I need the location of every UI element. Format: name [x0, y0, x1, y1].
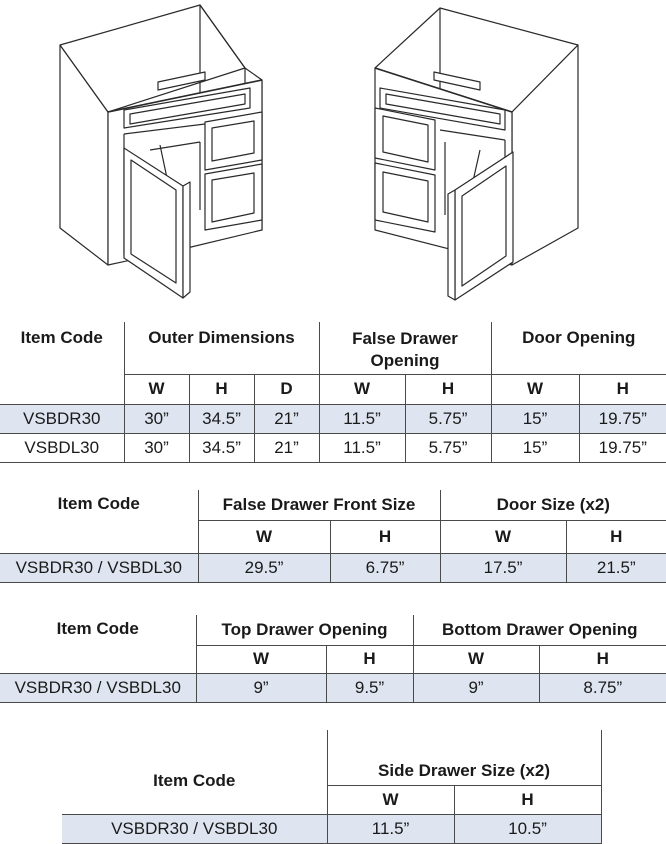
table-cell: 34.5”: [189, 404, 254, 433]
table-cell: 11.5”: [327, 814, 454, 843]
table-cell: 8.75”: [539, 673, 666, 702]
table-cell: 11.5”: [319, 404, 405, 433]
table-row: [0, 404, 666, 433]
table-cell: 17.5”: [440, 553, 566, 582]
subheader-h: H: [454, 785, 601, 814]
subheader-w: W: [198, 520, 330, 553]
table-cell: 9”: [196, 673, 326, 702]
item-code-cell: VSBDR30: [0, 404, 124, 433]
table-cell: 30”: [124, 404, 189, 433]
top-drawer-opening-header: Top Drawer Opening: [196, 615, 413, 645]
table-cell: 15”: [491, 404, 579, 433]
table-row: [0, 673, 666, 702]
item-code-header: Item Code: [57, 494, 140, 513]
cabinet-right-drawers-drawing: [60, 5, 262, 298]
table-cell: 21”: [254, 404, 319, 433]
item-code-header: Item Code: [56, 619, 139, 638]
table-cell: 5.75”: [405, 433, 491, 462]
cabinet-illustrations: [0, 0, 666, 310]
subheader-h: H: [405, 374, 491, 404]
table-cell: 6.75”: [330, 553, 440, 582]
front-door-size-table: [0, 490, 666, 583]
item-code-cell: VSBDL30: [0, 433, 124, 462]
subheader-h: H: [330, 520, 440, 553]
bottom-drawer-opening-header: Bottom Drawer Opening: [413, 615, 666, 645]
table-cell: 19.75”: [579, 433, 666, 462]
subheader-h: H: [189, 374, 254, 404]
table-cell: 5.75”: [405, 404, 491, 433]
door-opening-header: Door Opening: [491, 322, 666, 374]
subheader-h: H: [539, 645, 666, 673]
table-cell: 21.5”: [566, 553, 666, 582]
table-cell: 30”: [124, 433, 189, 462]
subheader-w: W: [196, 645, 326, 673]
table-cell: 34.5”: [189, 433, 254, 462]
item-code-cell: VSBDR30 / VSBDL30: [0, 553, 198, 582]
table-cell: 15”: [491, 433, 579, 462]
table-cell: 10.5”: [454, 814, 601, 843]
table-cell: 9”: [413, 673, 539, 702]
subheader-w: W: [413, 645, 539, 673]
subheader-w: W: [327, 785, 454, 814]
subheader-h: H: [326, 645, 413, 673]
side-drawer-size-table: [62, 730, 602, 844]
outer-dimensions-header: Outer Dimensions: [124, 322, 319, 374]
table-cell: 19.75”: [579, 404, 666, 433]
subheader-w: W: [319, 374, 405, 404]
subheader-h: H: [566, 520, 666, 553]
table-cell: 11.5”: [319, 433, 405, 462]
drawer-opening-table: [0, 615, 666, 703]
table-cell: 29.5”: [198, 553, 330, 582]
table-row: [0, 553, 666, 582]
subheader-w: W: [124, 374, 189, 404]
item-code-header: Item Code: [153, 770, 236, 790]
false-drawer-front-size-header: False Drawer Front Size: [198, 490, 440, 520]
table-row: [62, 814, 601, 843]
subheader-d: D: [254, 374, 319, 404]
subheader-w: W: [491, 374, 579, 404]
item-code-cell: VSBDR30 / VSBDL30: [62, 814, 327, 843]
door-size-header: Door Size (x2): [440, 490, 666, 520]
table-cell: 21”: [254, 433, 319, 462]
table-cell: 9.5”: [326, 673, 413, 702]
side-drawer-size-header: Side Drawer Size (x2): [327, 730, 601, 785]
item-code-cell: VSBDR30 / VSBDL30: [0, 673, 196, 702]
false-drawer-opening-header: False Drawer Opening: [319, 322, 491, 374]
dimensions-table: [0, 322, 666, 463]
table-row: [0, 433, 666, 462]
item-code-header: Item Code: [20, 328, 103, 347]
cabinet-left-drawers-drawing: [375, 8, 578, 300]
subheader-w: W: [440, 520, 566, 553]
subheader-h: H: [579, 374, 666, 404]
